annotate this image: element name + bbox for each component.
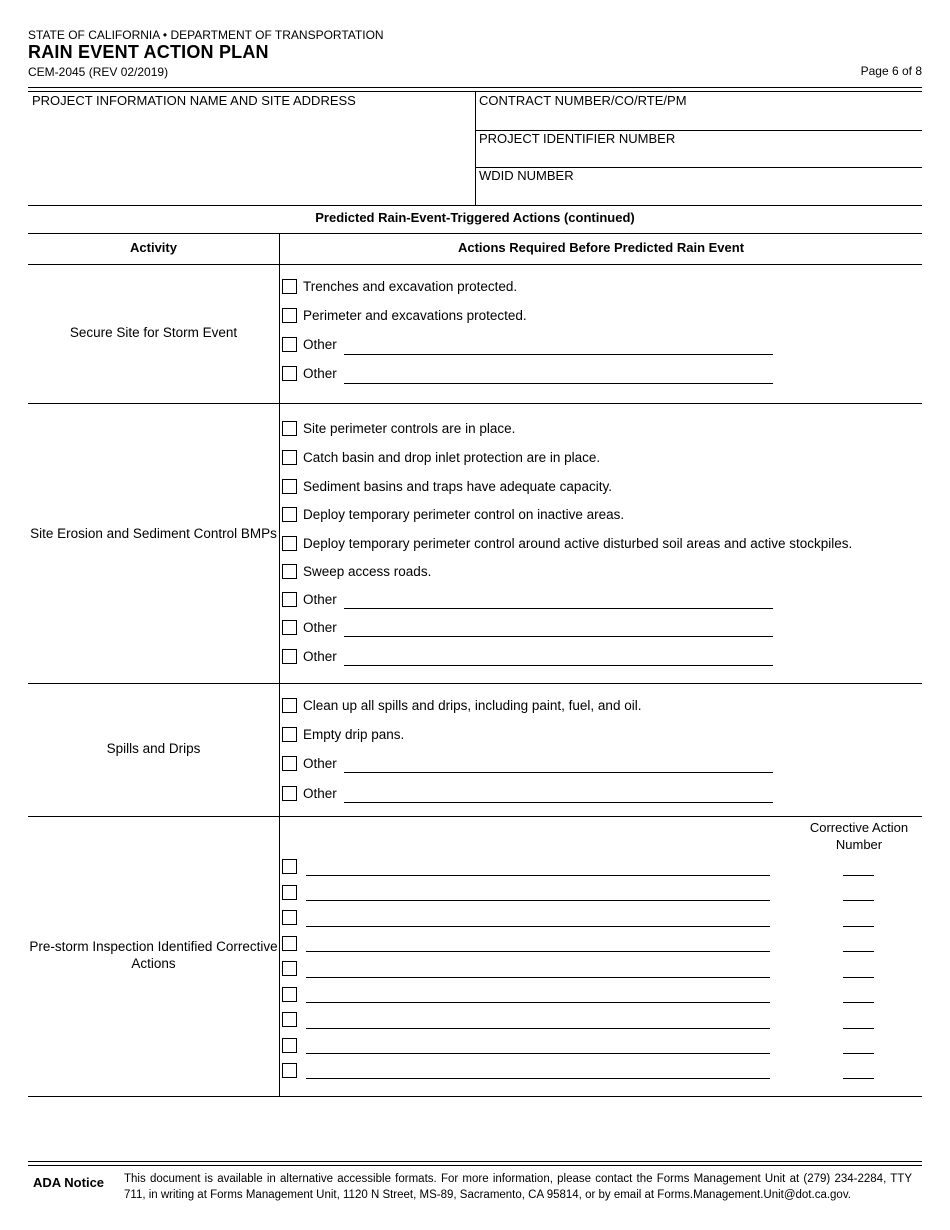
other-input-line[interactable] [344,772,773,773]
corrective-action-number-line[interactable] [843,1002,874,1003]
checkbox[interactable] [282,649,297,664]
corrective-action-input-line[interactable] [306,1002,770,1003]
activity-secure-site: Secure Site for Storm Event [69,325,238,340]
checkbox[interactable] [282,279,297,294]
checkbox[interactable] [282,786,297,801]
ada-notice-text: This document is available in alternative accessible formats. For more information, please contact the Forms Management Unit at (279) 234-2284, TTY 711, in writing at Forms Management Unit, 1120 N Street, MS-89, Sacramento, CA 95814, or by email at Forms.Management.Unit@dot.ca.gov. [124,1173,912,1201]
corrective-action-number-line[interactable] [843,1078,874,1079]
checklist-item [282,364,337,382]
corrective-action-number-header: Corrective Action Number [809,820,909,852]
checkbox-label: Empty drip pans. [303,726,405,742]
checklist-item [282,306,527,324]
ada-notice-label: ADA Notice [33,1175,105,1190]
corrective-action-row [282,985,297,1003]
checklist-item [282,590,337,608]
checkbox[interactable] [282,308,297,323]
project-identifier-field[interactable]: PROJECT IDENTIFIER NUMBER [479,131,676,146]
checkbox[interactable] [282,507,297,522]
checkbox[interactable] [282,421,297,436]
checkbox-label: Other [303,648,337,664]
column-divider [279,233,280,1097]
checklist-item [282,618,337,636]
activity-erosion-sediment: Site Erosion and Sediment Control BMPs [30,526,277,541]
checkbox[interactable] [282,592,297,607]
checkbox-label: Deploy temporary perimeter control around active disturbed soil areas and active stockpiles. [303,535,853,551]
checklist-item [282,419,515,437]
checkbox[interactable] [282,366,297,381]
corrective-action-input-line[interactable] [306,1028,770,1029]
checkbox-label: Sweep access roads. [303,563,432,579]
checkbox[interactable] [282,698,297,713]
header-rule [28,87,922,88]
checkbox-label: Other [303,336,337,352]
checkbox-label: Catch basin and drop inlet protection are in place. [303,449,601,465]
checklist-item [282,647,337,665]
checkbox-label: Other [303,619,337,635]
corrective-action-row [282,1010,297,1028]
checkbox-label: Deploy temporary perimeter control on inactive areas. [303,506,625,522]
checklist-item [282,784,337,802]
checkbox[interactable] [282,564,297,579]
corrective-action-number-line[interactable] [843,951,874,952]
form-title: RAIN EVENT ACTION PLAN [28,42,269,62]
corrective-action-input-line[interactable] [306,926,770,927]
checkbox[interactable] [282,1038,297,1053]
checkbox-label: Other [303,755,337,771]
checklist-item [282,534,852,552]
corrective-action-input-line[interactable] [306,900,770,901]
corrective-action-row [282,857,297,875]
footer-rule [28,1161,922,1162]
checklist-item [282,562,431,580]
checkbox-label: Perimeter and excavations protected. [303,307,527,323]
checkbox[interactable] [282,987,297,1002]
checkbox[interactable] [282,936,297,951]
corrective-action-row [282,883,297,901]
checkbox[interactable] [282,620,297,635]
checkbox-label: Clean up all spills and drips, including paint, fuel, and oil. [303,697,642,713]
wdid-number-field[interactable]: WDID NUMBER [479,168,574,183]
other-input-line[interactable] [344,383,773,384]
checklist-item [282,448,600,466]
checkbox-label: Site perimeter controls are in place. [303,420,516,436]
checklist-item [282,696,641,714]
checkbox-label: Other [303,591,337,607]
other-input-line[interactable] [344,636,773,637]
checkbox[interactable] [282,859,297,874]
checklist-item [282,335,337,353]
checkbox-label: Sediment basins and traps have adequate capacity. [303,478,612,494]
checkbox[interactable] [282,536,297,551]
section-title: Predicted Rain-Event-Triggered Actions (continued) [315,210,635,225]
corrective-action-input-line[interactable] [306,951,770,952]
other-input-line[interactable] [344,665,773,666]
checkbox[interactable] [282,910,297,925]
corrective-action-row [282,1036,297,1054]
checklist-item [282,477,612,495]
corrective-action-row [282,1061,297,1079]
checkbox[interactable] [282,1012,297,1027]
checklist-item [282,725,404,743]
corrective-action-number-line[interactable] [843,875,874,876]
checklist-item [282,505,624,523]
activity-column-header: Activity [130,240,177,255]
checkbox-label: Other [303,785,337,801]
other-input-line[interactable] [344,354,773,355]
checkbox-label: Trenches and excavation protected. [303,278,518,294]
project-info-divider [475,92,476,206]
corrective-action-number-line[interactable] [843,1053,874,1054]
checkbox[interactable] [282,885,297,900]
actions-column-header: Actions Required Before Predicted Rain Event [457,240,745,255]
corrective-action-row [282,908,297,926]
activity-spills-drips: Spills and Drips [106,741,201,756]
checkbox[interactable] [282,1063,297,1078]
corrective-action-number-line[interactable] [843,977,874,978]
checklist-item [282,754,337,772]
other-input-line[interactable] [344,802,773,803]
checklist-item [282,277,517,295]
checkbox-label: Other [303,365,337,381]
activity-corrective-actions: Pre-storm Inspection Identified Corrective Actions [29,939,278,971]
checkbox[interactable] [282,961,297,976]
form-number: CEM-2045 (REV 02/2019) [28,65,169,79]
checkbox[interactable] [282,337,297,352]
corrective-action-number-line[interactable] [843,1028,874,1029]
checkbox[interactable] [282,756,297,771]
corrective-action-input-line[interactable] [306,875,770,876]
agency-name: STATE OF CALIFORNIA • DEPARTMENT OF TRANSPORTATION [28,28,384,42]
corrective-action-input-line[interactable] [306,1078,770,1079]
checkbox[interactable] [282,450,297,465]
corrective-action-input-line[interactable] [306,977,770,978]
contract-number-field[interactable]: CONTRACT NUMBER/CO/RTE/PM [479,93,687,108]
corrective-action-row [282,934,297,952]
project-name-address-field[interactable]: PROJECT INFORMATION NAME AND SITE ADDRESS [32,93,356,108]
corrective-action-row [282,959,297,977]
corrective-action-number-line[interactable] [843,900,874,901]
checkbox[interactable] [282,727,297,742]
other-input-line[interactable] [344,608,773,609]
checkbox[interactable] [282,479,297,494]
corrective-action-input-line[interactable] [306,1053,770,1054]
footer-rule-2 [28,1165,922,1166]
corrective-action-number-line[interactable] [843,926,874,927]
page-number: Page 6 of 8 [860,64,922,78]
